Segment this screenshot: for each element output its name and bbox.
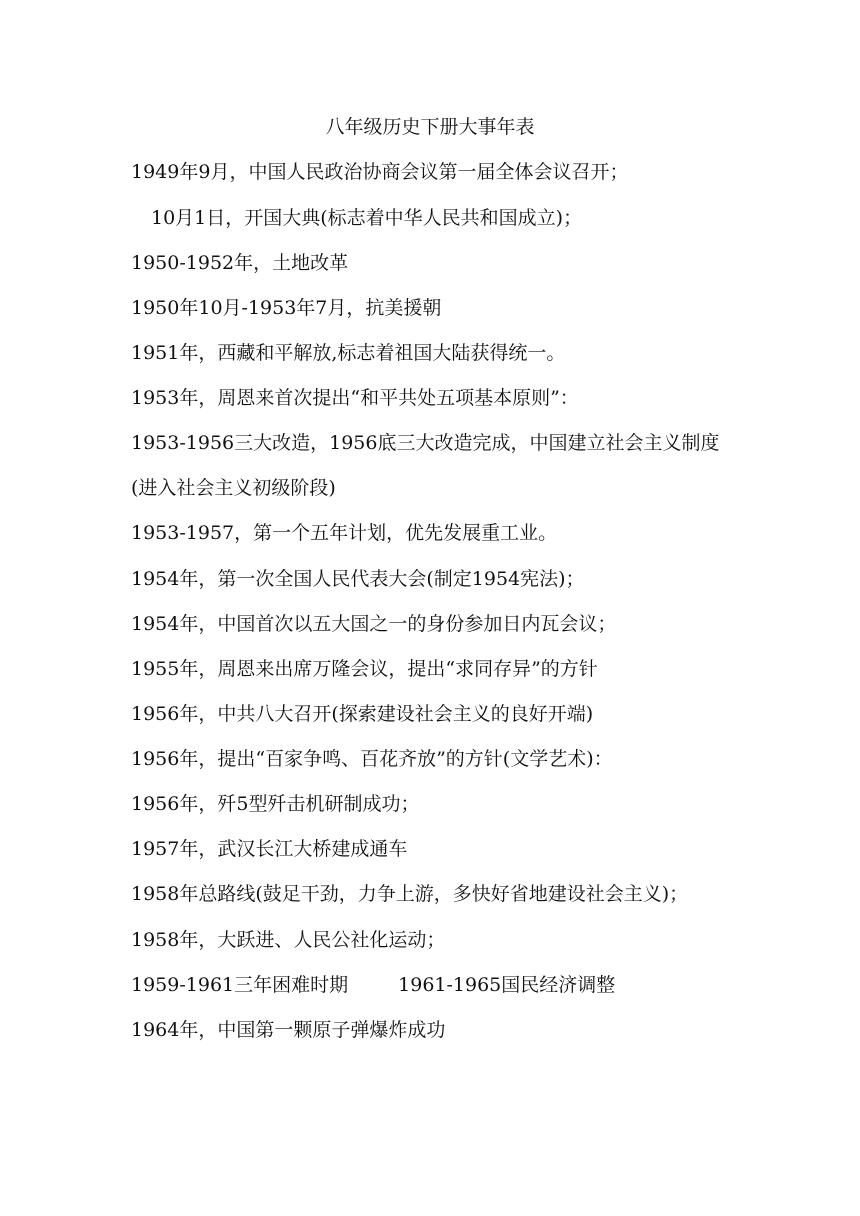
timeline-entry: 1953-1957，第一个五年计划，优先发展重工业。 xyxy=(131,522,558,544)
timeline-entry: (进入社会主义初级阶段) xyxy=(131,477,336,499)
timeline-entry: 1954年，中国首次以五大国之一的身份参加日内瓦会议； xyxy=(131,613,617,635)
timeline-entry: 10月1日，开国大典(标志着中华人民共和国成立)； xyxy=(151,207,583,229)
timeline-entry: 1951年，西藏和平解放,标志着祖国大陆获得统一。 xyxy=(131,342,566,364)
timeline-entry: 1964年，中国第一颗原子弹爆炸成功 xyxy=(131,1019,446,1041)
timeline-entry: 1961-1965国民经济调整 xyxy=(398,974,616,996)
timeline-entry-row xyxy=(131,971,615,999)
timeline-entry: 1954年，第一次全国人民代表大会(制定1954宪法)； xyxy=(131,568,585,590)
timeline-entry: 1950-1952年，土地改革 xyxy=(131,252,349,274)
document-title: 八年级历史下册大事年表 xyxy=(325,116,535,138)
timeline-entry: 1953年，周恩来首次提出“和平共处五项基本原则”： xyxy=(131,387,579,409)
timeline-entry: 1956年，提出“百家争鸣、百花齐放”的方针(文学艺术)： xyxy=(131,748,613,770)
timeline-entry: 1956年，歼5型歼击机研制成功； xyxy=(131,793,420,815)
timeline-entry: 1953-1956三大改造，1956底三大改造完成，中国建立社会主义制度 xyxy=(131,432,720,454)
timeline-entry: 1950年10月-1953年7月，抗美援朝 xyxy=(131,297,442,319)
timeline-entry: 1949年9月，中国人民政治协商会议第一届全体会议召开； xyxy=(131,161,629,183)
timeline-entry: 1956年，中共八大召开(探索建设社会主义的良好开端) xyxy=(131,703,594,725)
timeline-entry: 1958年总路线(鼓足干劲，力争上游，多快好省地建设社会主义)； xyxy=(131,883,689,905)
timeline-entry: 1955年，周恩来出席万隆会议，提出“求同存异”的方针 xyxy=(131,658,598,680)
timeline-entry: 1957年，武汉长江大桥建成通车 xyxy=(131,838,408,860)
timeline-entry: 1959-1961三年困难时期 xyxy=(131,974,349,996)
timeline-entry: 1958年，大跃进、人民公社化运动； xyxy=(131,929,446,951)
